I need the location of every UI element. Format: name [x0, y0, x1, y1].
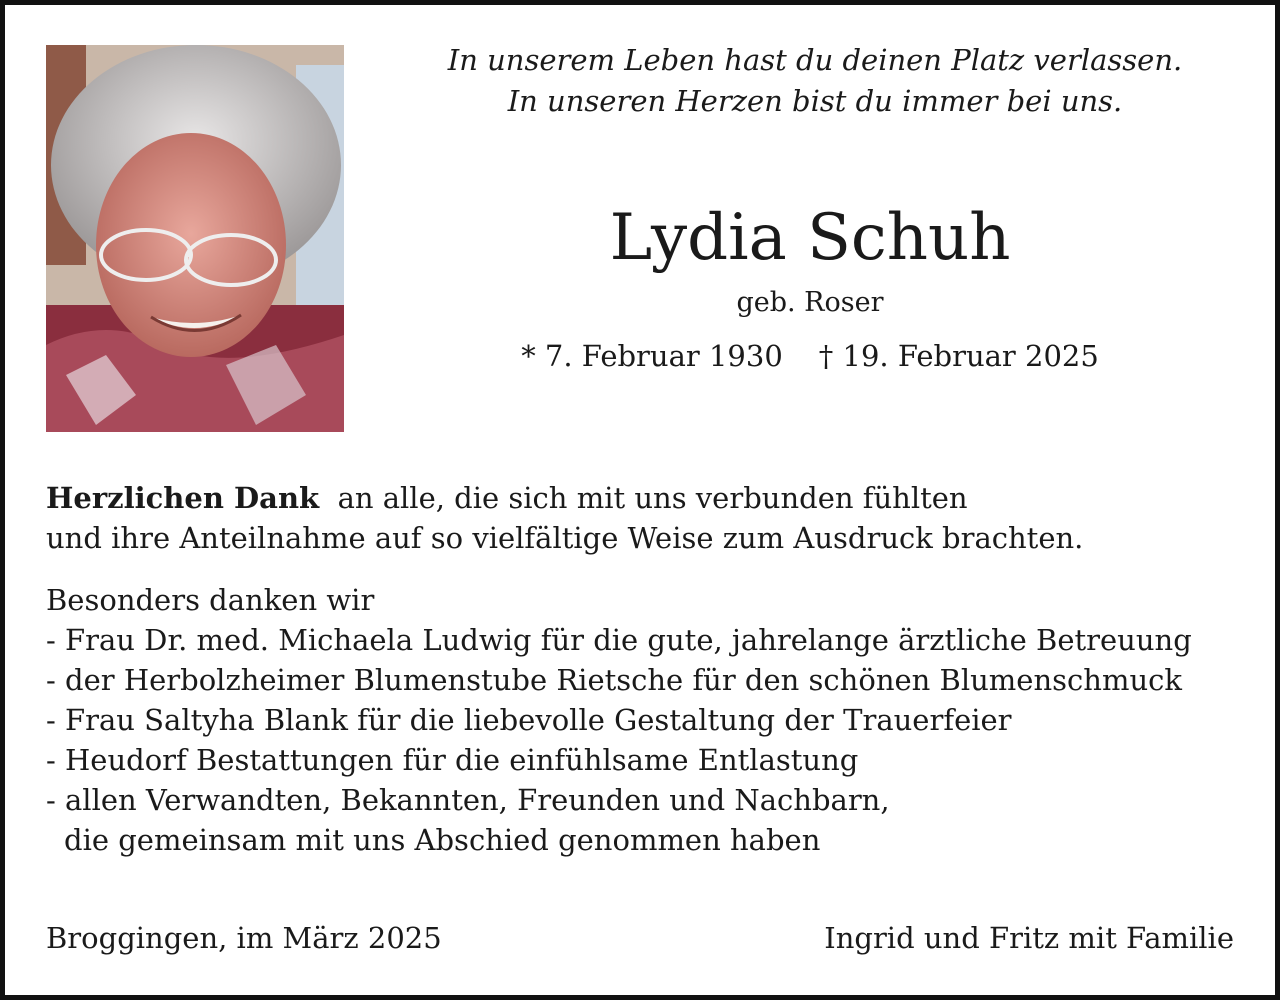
birth-date: * 7. Februar 1930 — [521, 339, 783, 373]
place-date: Broggingen, im März 2025 — [46, 921, 442, 955]
thanks-line-2: und ihre Anteilnahme auf so vielfältige Weise zum Ausdruck brachten. — [46, 521, 1084, 555]
thanks-lead-rest: an alle, die sich mit uns verbunden fühlten — [337, 481, 968, 515]
signature: Ingrid und Fritz mit Familie — [824, 921, 1234, 955]
list-item: - Frau Dr. med. Michaela Ludwig für die gute, jahrelange ärztliche Betreuung — [46, 623, 1192, 657]
life-dates — [390, 336, 1230, 376]
list-item: - Frau Saltyha Blank für die liebevolle Gestaltung der Trauerfeier — [46, 703, 1012, 737]
thanks-line-1 — [46, 478, 1246, 518]
thanks-text — [46, 478, 1246, 860]
memorial-motto — [390, 40, 1240, 122]
portrait-photo — [46, 45, 344, 432]
maiden-name: geb. Roser — [736, 287, 884, 318]
list-item: - Heudorf Bestattungen für die einfühlsame Entlastung — [46, 743, 859, 777]
thanks-lead-bold: Herzlichen Dank — [46, 481, 320, 515]
death-date: † 19. Februar 2025 — [818, 339, 1099, 373]
deceased-name: Lydia Schuh — [609, 201, 1011, 275]
special-thanks-intro: Besonders danken wir — [46, 583, 375, 617]
motto-line-1: In unserem Leben hast du deinen Platz verlassen. — [447, 43, 1183, 77]
motto-line-2: In unseren Herzen bist du immer bei uns. — [507, 84, 1123, 118]
list-item: - der Herbolzheimer Blumenstube Rietsche für den schönen Blumenschmuck — [46, 663, 1182, 697]
list-item: - allen Verwandten, Bekannten, Freunden und Nachbarn, — [46, 783, 890, 817]
list-item-continuation: die gemeinsam mit uns Abschied genommen haben — [64, 823, 821, 857]
